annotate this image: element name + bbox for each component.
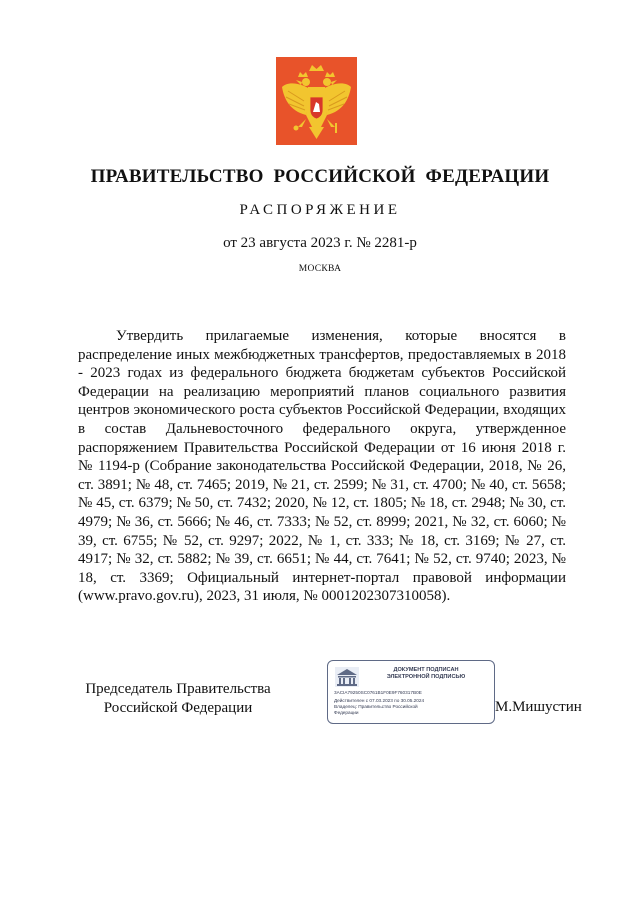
stamp-certificate: 3ACIA79250SC0761B1F0E9F760317B0E — [334, 690, 422, 695]
stamp-owner-line-1: Владелец: Правительство Российской — [334, 704, 418, 709]
stamp-title-line-1: ДОКУМЕНТ ПОДПИСАН — [393, 667, 459, 673]
signer-position-line-2: Российской Федерации — [103, 700, 253, 716]
order-body-text: Утвердить прилагаемые изменения, которые вносятся в распределение иных межбюджетных трансфертов, предоставляемых в 2018 - 2023 годах из федерального бюджета бюджетам субъектов Российской Федерации на реализацию мероприятий планов социального развития центров экономического роста субъектов Российской Федерации, входящих в состав Дальневосточного федерального округа, утвержденное распоряжением Правительства Российской Федерации от 16 июня 2018 г. № 1194-р (Собрание законодательства Российской Федерации, 2018, № 26, ст. 3891; № 48, ст. 7465; 2019, № 21, ст. 2599; № 31, ст. 4700; № 40, ст. 5658; № 45, ст. 6379; № 50, ст. 7432; 2020, № 12, ст. 1805; № 18, ст. 2948; № 30, ст. 4979; № 36, ст. 5666; № 46, ст. 7333; № 52, ст. 8999; 2021, № 32, ст. 6060; № 39, ст. 6755; № 52, ст. 9297; 2022, № 1, ст. 333; № 18, ст. 3169; № 27, ст. 4917; № 32, ст. 5882; № 39, ст. 6651; № 44, ст. 7641; № 52, ст. 9740; 2023, № 18, ст. 3369; Официальный интернет-портал правовой информации (www.pravo.gov.ru), 2023, 31 июля, № 0001202307310058). — [78, 328, 566, 605]
document-type: РАСПОРЯЖЕНИЕ — [239, 202, 401, 218]
signer-position-line-1: Председатель Правительства — [85, 681, 271, 697]
stamp-owner-line-2: Федерации — [334, 710, 359, 715]
stamp-title — [364, 667, 488, 681]
document-city: МОСКВА — [298, 264, 342, 274]
document-date-number: от 23 августа 2023 г. № 2281-р — [223, 235, 417, 251]
government-building-icon — [334, 666, 360, 688]
signer-position — [78, 680, 278, 718]
russian-coat-of-arms-icon — [276, 57, 357, 145]
government-title: ПРАВИТЕЛЬСТВО РОССИЙСКОЙ ФЕДЕРАЦИИ — [90, 166, 550, 187]
coat-of-arms-emblem — [276, 57, 357, 145]
signer-name: М.Мишустин — [495, 699, 582, 715]
electronic-signature-stamp — [327, 660, 495, 724]
stamp-title-line-2: ЭЛЕКТРОННОЙ ПОДПИСЬЮ — [386, 674, 466, 680]
stamp-validity: Действителен с 07.03.2023 по 30.05.2024 — [334, 698, 425, 703]
